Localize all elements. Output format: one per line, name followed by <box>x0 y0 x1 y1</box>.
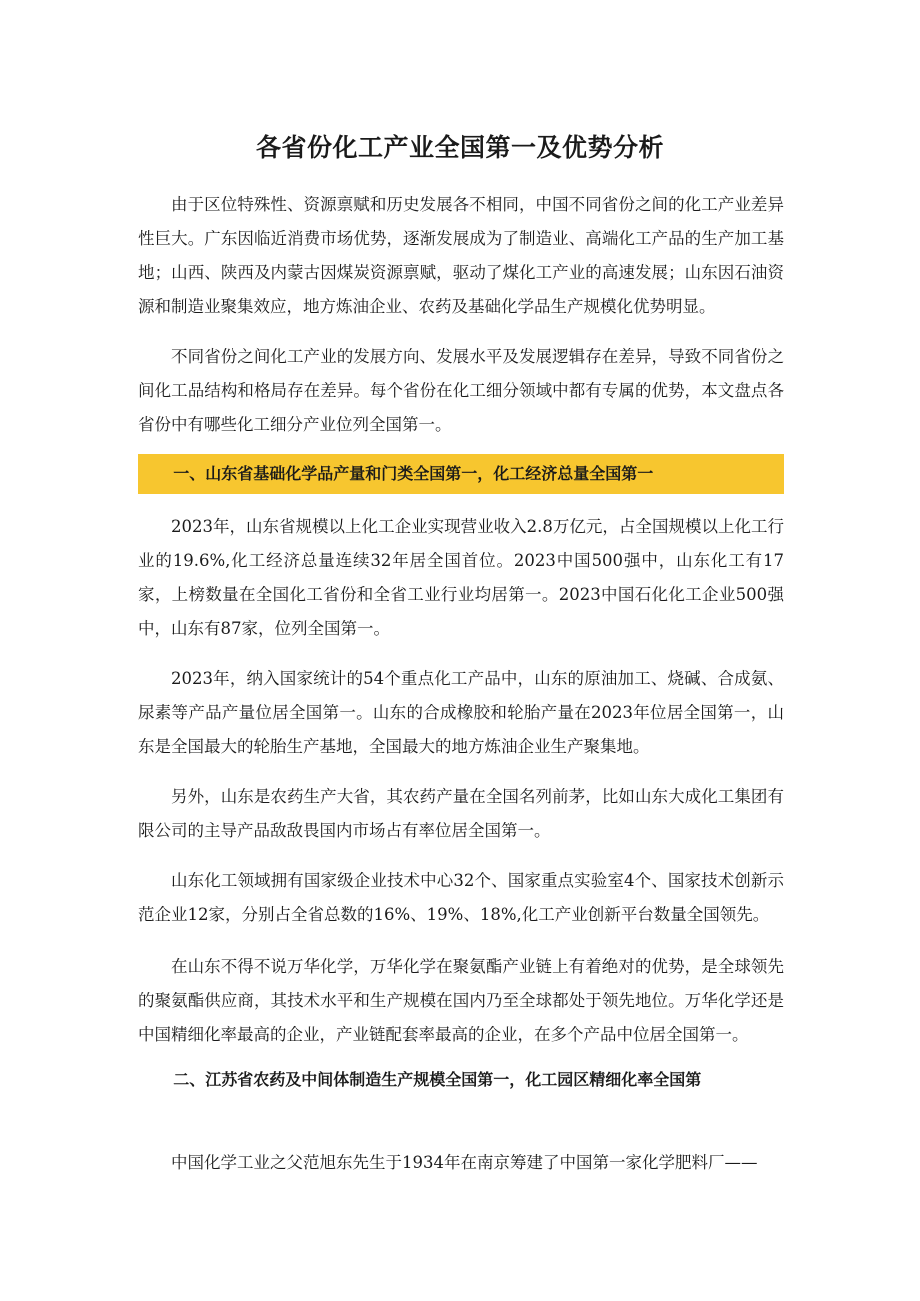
section-1-paragraph-4: 山东化工领域拥有国家级企业技术中心32个、国家重点实验室4个、国家技术创新示范企业12家，分别占全省总数的16%、19%、18%,化工产业创新平台数量全国领先。 <box>138 871 784 924</box>
section-2-paragraph-1: 中国化学工业之父范旭东先生于1934年在南京筹建了中国第一家化学肥料厂—— <box>171 1153 758 1172</box>
section-1-paragraph-2: 2023年，纳入国家统计的54个重点化工产品中，山东的原油加工、烧碱、合成氨、尿素等产品产量位居全国第一。山东的合成橡胶和轮胎产量在2023年位居全国第一，山东是全国最大的轮胎生产基地，全国最大的地方炼油企业生产聚集地。 <box>138 669 784 756</box>
section-1-paragraph-1: 2023年，山东省规模以上化工企业实现营业收入2.8万亿元，占全国规模以上化工行业的19.6%,化工经济总量连续32年居全国首位。2023中国500强中，山东化工有17家，上榜数量在全国化工省份和全省工业行业均居第一。2023中国石化化工企业500强中，山东有87家，位列全国第一。 <box>138 517 784 638</box>
section-1-heading: 一、山东省基础化学品产量和门类全国第一，化工经济总量全国第一 <box>138 454 784 494</box>
intro-paragraph-2: 不同省份之间化工产业的发展方向、发展水平及发展逻辑存在差异，导致不同省份之间化工品结构和格局存在差异。每个省份在化工细分领域中都有专属的优势，本文盘点各省份中有哪些化工细分产业位列全国第一。 <box>138 347 784 434</box>
section-1-paragraph-3: 另外，山东是农药生产大省，其农药产量在全国名列前茅，比如山东大成化工集团有限公司的主导产品敌敌畏国内市场占有率位居全国第一。 <box>138 787 784 840</box>
document-title: 各省份化工产业全国第一及优势分析 <box>255 133 664 162</box>
intro-paragraph-1: 由于区位特殊性、资源禀赋和历史发展各不相同，中国不同省份之间的化工产业差异性巨大。广东因临近消费市场优势，逐渐发展成为了制造业、高端化工产品的生产加工基地；山西、陕西及内蒙古因煤炭资源禀赋，驱动了煤化工产业的高速发展；山东因石油资源和制造业聚集效应，地方炼油企业、农药及基础化学品生产规模化优势明显。 <box>138 195 784 316</box>
section-2-heading: 二、江苏省农药及中间体制造生产规模全国第一，化工园区精细化率全国第 <box>173 1070 702 1089</box>
section-1-paragraph-5: 在山东不得不说万华化学，万华化学在聚氨酯产业链上有着绝对的优势，是全球领先的聚氨酯供应商，其技术水平和生产规模在国内乃至全球都处于领先地位。万华化学还是中国精细化率最高的企业，产业链配套率最高的企业，在多个产品中位居全国第一。 <box>138 957 784 1044</box>
